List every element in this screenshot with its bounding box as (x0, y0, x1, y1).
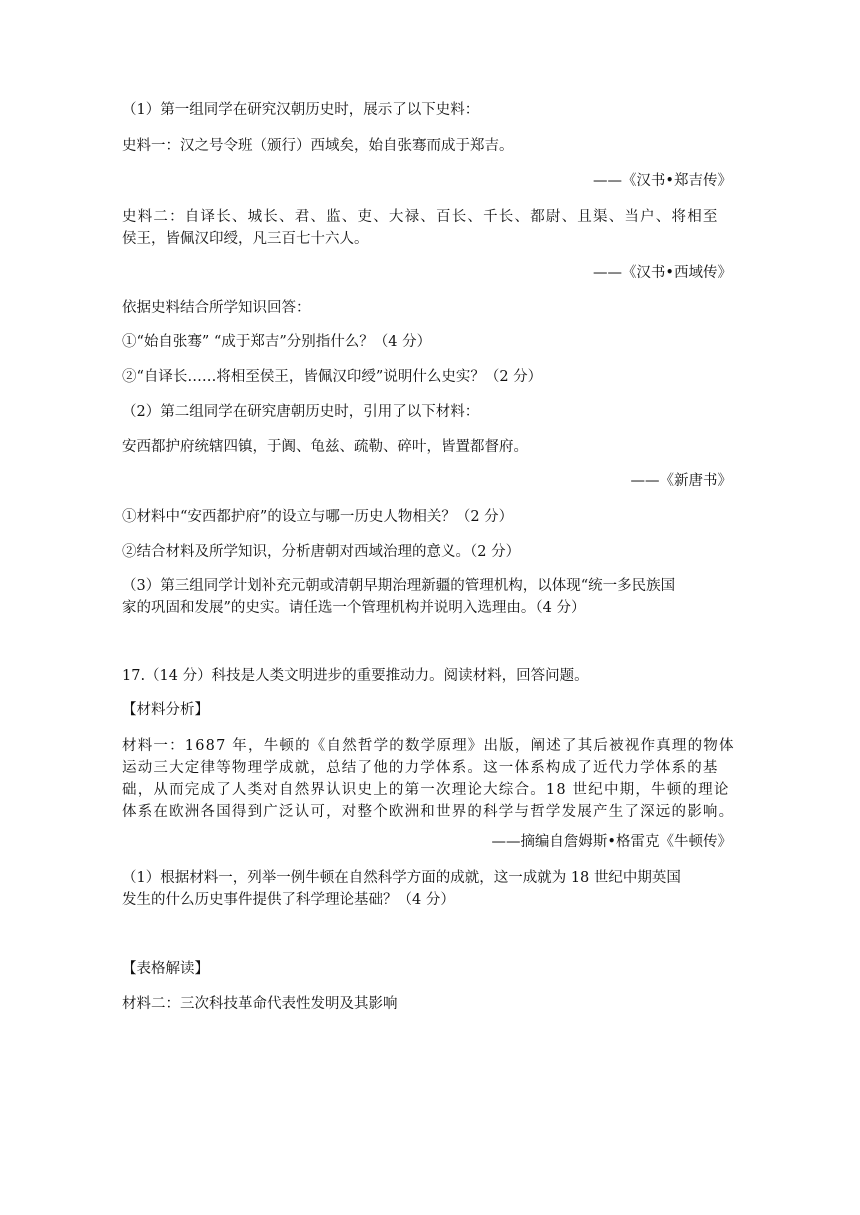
material1-line4: 体系在欧洲各国得到广泛认可，对整个欧洲和世界的科学与哲学发展产生了深远的影响。 (122, 804, 735, 820)
part3-line1: （3）第三组同学计划补充元朝或清朝早期治理新疆的管理机构，以体现“统一多民族国 (122, 578, 676, 594)
answer-prompt: 依据史料结合所学知识回答： (122, 300, 311, 316)
section-table-reading: 【表格解读】 (122, 961, 209, 977)
part3-line2: 家的巩固和发展”的史实。请任选一个管理机构并说明入选理由。（4 分） (122, 600, 586, 616)
source2-citation: ——《汉书•西域传》 (592, 265, 732, 281)
part1-intro: （1）第一组同学在研究汉朝历史时，展示了以下史料： (122, 102, 480, 118)
question-2: ②“自译长……将相至侯王，皆佩汉印绶”说明什么史实？（2 分） (122, 369, 543, 385)
q17-heading: 17.（14 分）科技是人类文明进步的重要推动力。阅读材料，回答问题。 (122, 668, 589, 684)
question-1: ①“始自张骞” “成于郑吉”分别指什么？（4 分） (122, 334, 432, 350)
material1-line1: 材料一：1687 年，牛顿的《自然哲学的数学原理》出版，阐述了其后被视作真理的物体 (122, 738, 735, 754)
q17-part1-line2: 发生的什么历史事件提供了科学理论基础？（4 分） (122, 892, 455, 908)
source1-text: 史料一：汉之号令班（颁行）西域矣，始自张骞而成于郑吉。 (122, 138, 514, 154)
question-4: ②结合材料及所学知识，分析唐朝对西域治理的意义。（2 分） (122, 544, 521, 560)
material-text: 安西都护府统辖四镇，于阗、龟兹、疏勒、碎叶，皆置都督府。 (122, 439, 528, 455)
source2-line2: 侯王，皆佩汉印绶，凡三百七十六人。 (122, 231, 369, 247)
source2-line1: 史料二：自译长、城长、君、监、吏、大禄、百长、千长、都尉、且渠、当户、将相至 (122, 209, 719, 225)
material2-title: 材料二：三次科技革命代表性发明及其影响 (122, 996, 398, 1012)
material1-citation: ——摘编自詹姆斯•格雷克《牛顿传》 (491, 834, 732, 850)
source1-citation: ——《汉书•郑吉传》 (592, 173, 732, 189)
material-citation: ——《新唐书》 (630, 473, 732, 489)
part2-intro: （2）第二组同学在研究唐朝历史时，引用了以下材料： (122, 404, 480, 420)
q17-part1-line1: （1）根据材料一，列举一例牛顿在自然科学方面的成就，这一成就为 18 世纪中期英国 (122, 870, 681, 886)
material1-line2: 运动三大定律等物理学成就，总结了他的力学体系。这一体系构成了近代力学体系的基 (122, 760, 719, 776)
question-3: ①材料中“安西都护府”的设立与哪一历史人物相关？（2 分） (122, 509, 514, 525)
section-material-analysis: 【材料分析】 (122, 702, 209, 718)
material1-line3: 础，从而完成了人类对自然界认识史上的第一次理论大综合。18 世纪中期，牛顿的理论 (122, 782, 730, 798)
